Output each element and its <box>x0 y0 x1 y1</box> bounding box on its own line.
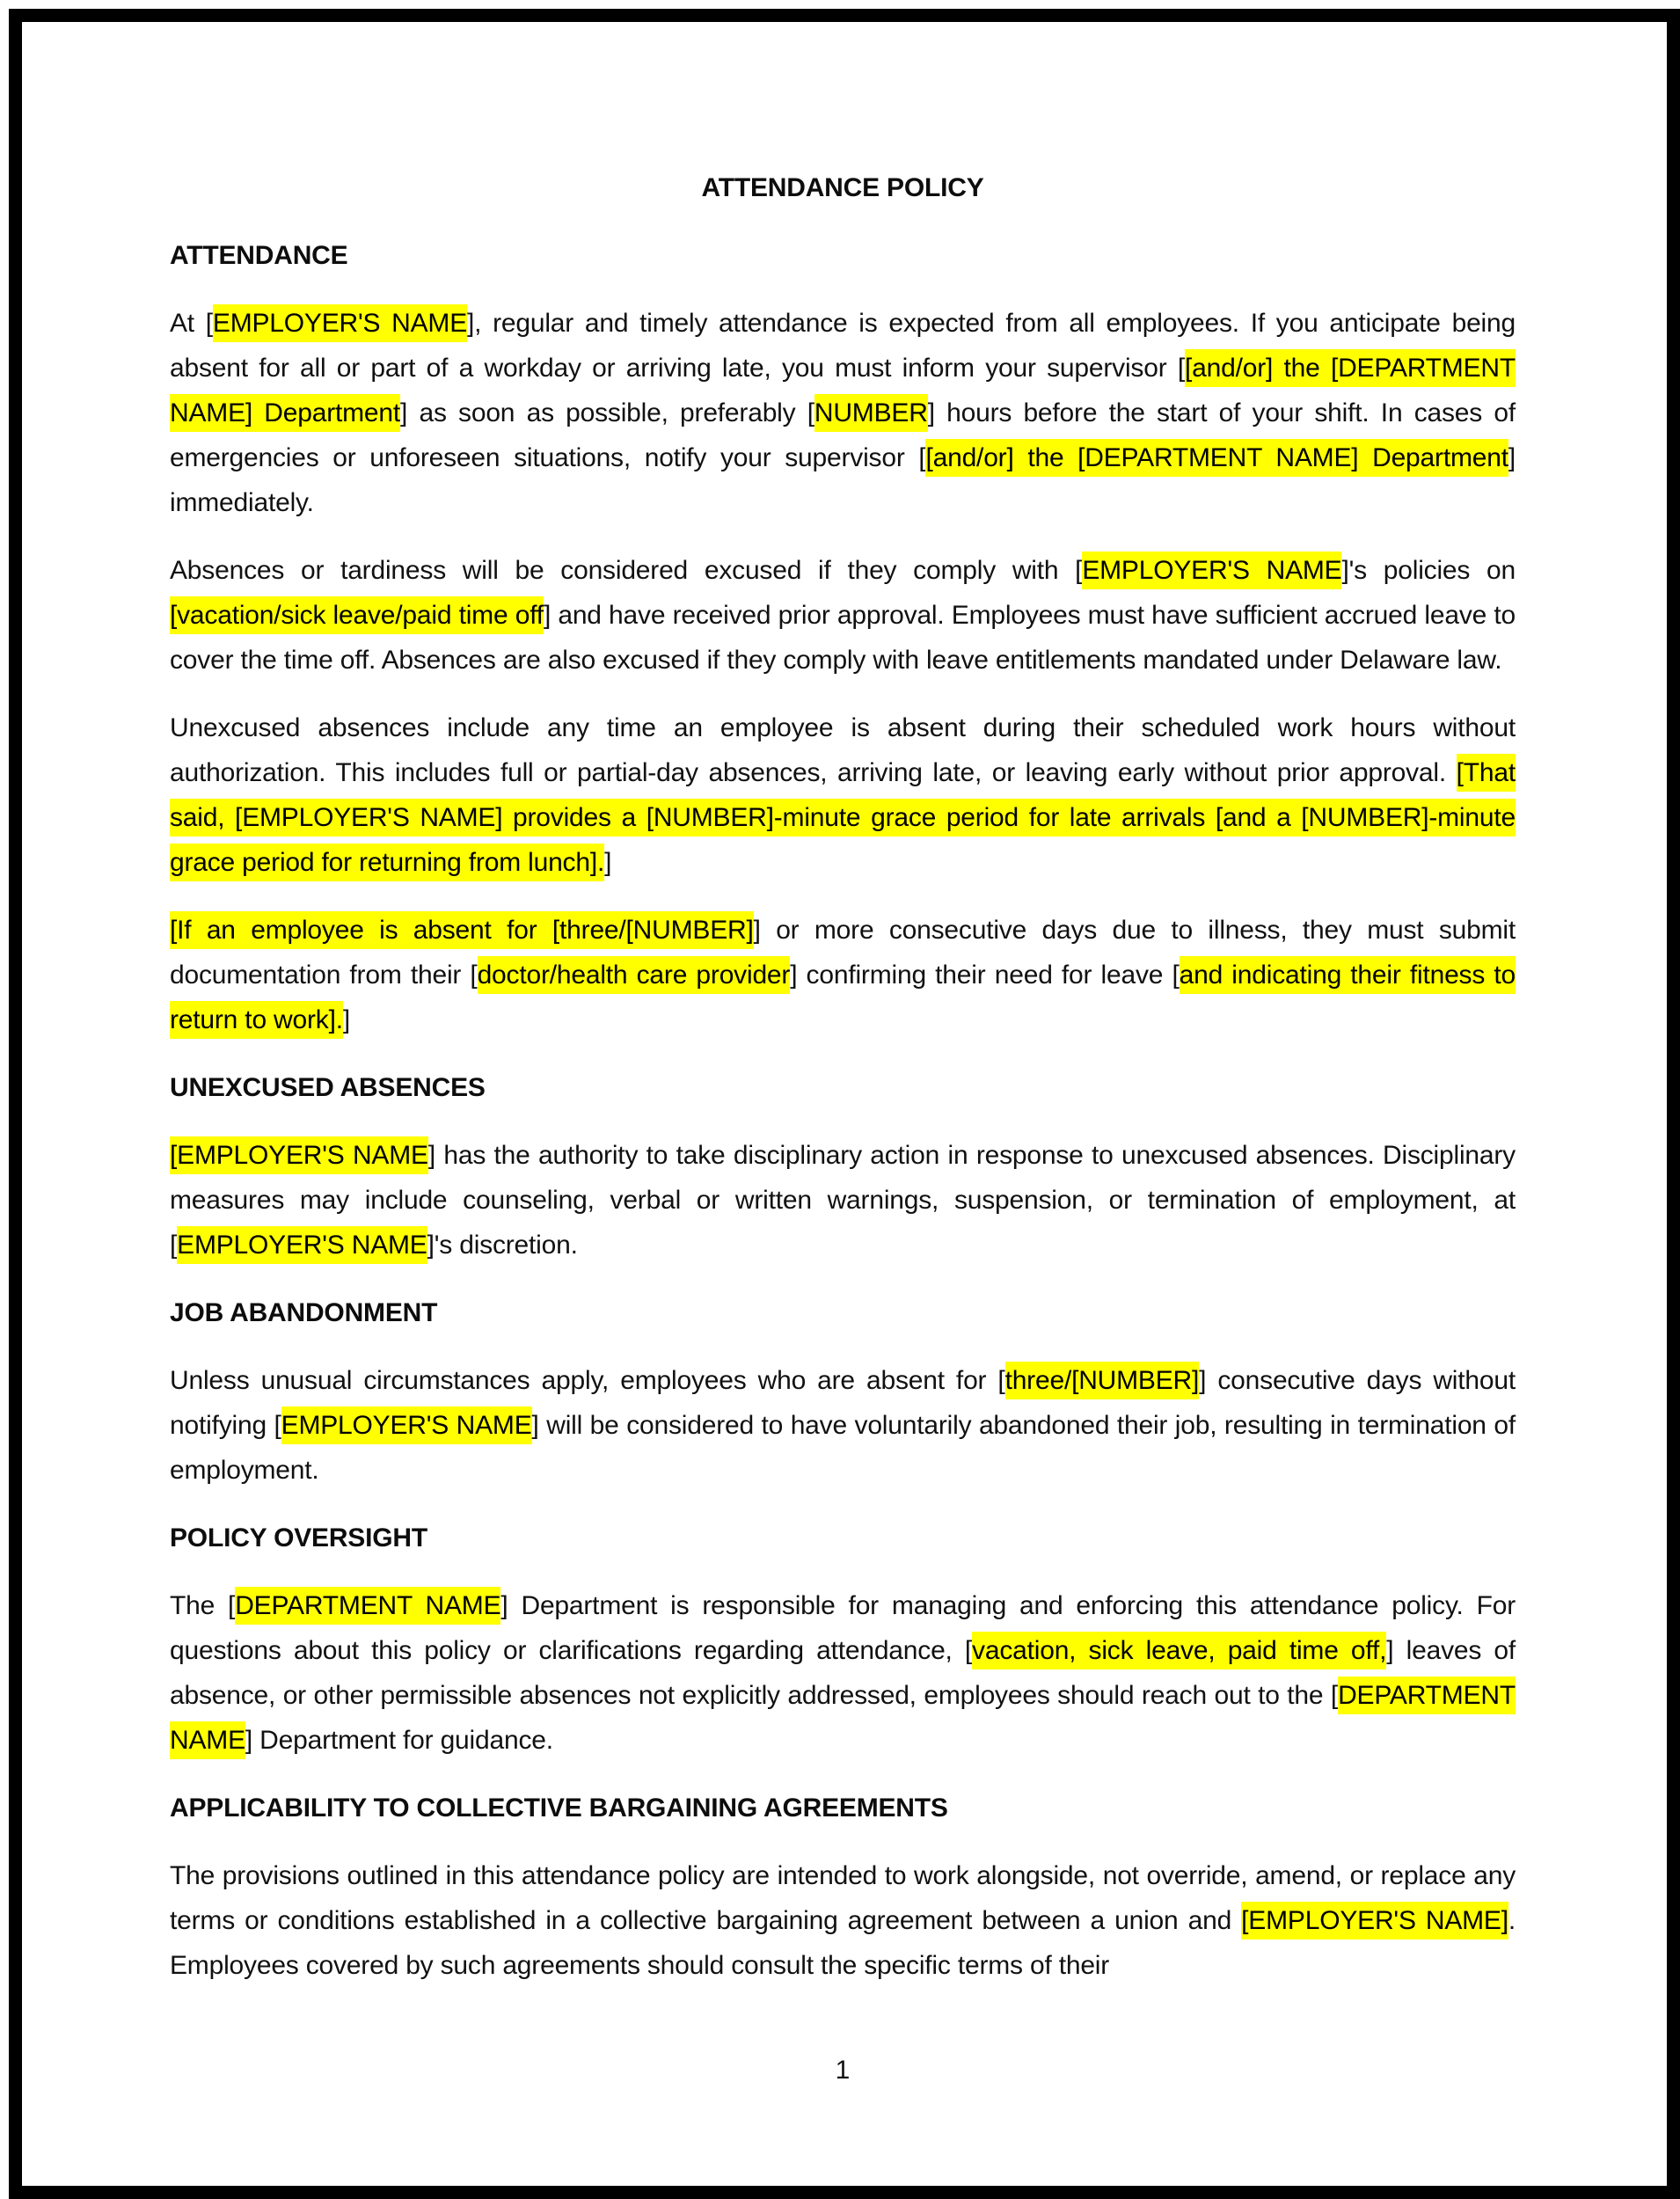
highlighted-placeholder: [EMPLOYER'S NAME <box>170 1136 428 1174</box>
highlighted-placeholder: DEPARTMENT NAME <box>170 1677 1516 1759</box>
text-segment: Absences or tardiness will be considered excused if they comply with [ <box>170 556 1083 585</box>
paragraph <box>170 1583 1516 1763</box>
text-segment: ] and have received prior approval. Employees must have sufficient accrued leave to cover the time off. Absences are also excused if they comply with leave entitlements mandated under Delaware law. <box>170 601 1516 675</box>
text-segment: ] has the authority to take disciplinary action in response to unexcused absences. Disciplinary measures may include counseling, verbal or written warnings, suspension, or termination of employment, at [ <box>170 1141 1516 1260</box>
highlighted-placeholder: doctor/health care provider <box>478 956 791 994</box>
highlighted-placeholder: [vacation/sick leave/paid time off <box>170 596 544 634</box>
highlighted-placeholder: DEPARTMENT NAME <box>235 1587 500 1625</box>
text-segment: ] as soon as possible, preferably [ <box>400 398 814 427</box>
text-segment: . Employees covered by such agreements should consult the specific terms of their <box>170 1906 1516 1980</box>
highlighted-placeholder: EMPLOYER'S NAME <box>281 1406 532 1444</box>
highlighted-placeholder: [That said, [EMPLOYER'S NAME] provides a [NUMBER]-minute grace period for late arrivals [and a [NUMBER]-minute grace period for returning from lunch]. <box>170 754 1516 881</box>
text-segment: At [ <box>170 309 213 338</box>
highlighted-placeholder: vacation, sick leave, paid time off, <box>972 1632 1386 1669</box>
highlighted-placeholder: EMPLOYER'S NAME <box>1082 552 1341 589</box>
text-segment: ] confirming their need for leave [ <box>790 961 1180 990</box>
document-page <box>170 165 1516 1988</box>
document-title: ATTENDANCE POLICY <box>701 173 984 202</box>
text-segment: ] immediately. <box>170 443 1516 517</box>
text-segment: ] <box>604 848 612 877</box>
text-segment: ] hours before the start of your shift. In cases of emergencies or unforeseen situations, notify your supervisor [ <box>170 398 1516 472</box>
highlighted-placeholder: [If an employee is absent for [three/[NUMBER] <box>170 911 754 949</box>
paragraph <box>170 705 1516 885</box>
paragraph <box>170 1358 1516 1493</box>
highlighted-placeholder: three/[NUMBER] <box>1005 1362 1200 1399</box>
highlighted-placeholder: EMPLOYER'S NAME <box>177 1226 427 1264</box>
section-heading: POLICY OVERSIGHT <box>170 1523 427 1552</box>
highlighted-placeholder: and indicating their fitness to return to work]. <box>170 956 1516 1039</box>
text-segment: ]'s discretion. <box>427 1231 578 1260</box>
text-segment: ] Department for guidance. <box>245 1726 553 1755</box>
text-segment: ]'s policies on <box>1341 556 1516 585</box>
paragraph <box>170 1853 1516 1988</box>
highlighted-placeholder: NUMBER <box>814 394 928 432</box>
highlighted-placeholder: [and/or] the [DEPARTMENT NAME] Department <box>925 439 1508 477</box>
text-segment: ] Department is responsible for managing and enforcing this attendance policy. For questions about this policy or clarifications regarding attendance, [ <box>170 1591 1516 1665</box>
paragraph <box>170 908 1516 1042</box>
text-segment: Unexcused absences include any time an employee is absent during their scheduled work hours without authorization. This includes full or partial-day absences, arriving late, or leaving early without prior approval. <box>170 713 1516 787</box>
highlighted-placeholder: [and/or] the [DEPARTMENT NAME] Department <box>170 349 1516 432</box>
page-border <box>9 9 1680 2199</box>
text-segment: ] <box>342 1005 351 1034</box>
paragraph <box>170 548 1516 683</box>
document-body <box>170 233 1516 1988</box>
text-segment: ] or more consecutive days due to illness, they must submit documentation from their [ <box>170 916 1516 990</box>
text-segment: The provisions outlined in this attendance policy are intended to work alongside, not override, amend, or replace any terms or conditions established in a collective bargaining agreement between a union and <box>170 1861 1516 1935</box>
highlighted-placeholder: [EMPLOYER'S NAME] <box>1241 1902 1508 1940</box>
page-number: 1 <box>835 2056 851 2085</box>
section-heading: JOB ABANDONMENT <box>170 1298 438 1327</box>
paragraph <box>170 1133 1516 1268</box>
section-heading: APPLICABILITY TO COLLECTIVE BARGAINING AGREEMENTS <box>170 1794 948 1823</box>
text-segment: ] consecutive days without notifying [ <box>170 1366 1516 1440</box>
text-segment: Unless unusual circumstances apply, employees who are absent for [ <box>170 1366 1005 1395</box>
section-heading: ATTENDANCE <box>170 241 348 270</box>
text-segment: The [ <box>170 1591 236 1620</box>
text-segment: ] leaves of absence, or other permissible absences not explicitly addressed, employees should reach out to the [ <box>170 1636 1516 1710</box>
text-segment: ], regular and timely attendance is expected from all employees. If you anticipate being absent for all or part of a workday or arriving late, you must inform your supervisor [ <box>170 309 1516 383</box>
section-heading: UNEXCUSED ABSENCES <box>170 1073 486 1102</box>
paragraph <box>170 301 1516 525</box>
text-segment: ] will be considered to have voluntarily abandoned their job, resulting in termination of employment. <box>170 1411 1516 1485</box>
highlighted-placeholder: EMPLOYER'S NAME <box>213 304 467 342</box>
